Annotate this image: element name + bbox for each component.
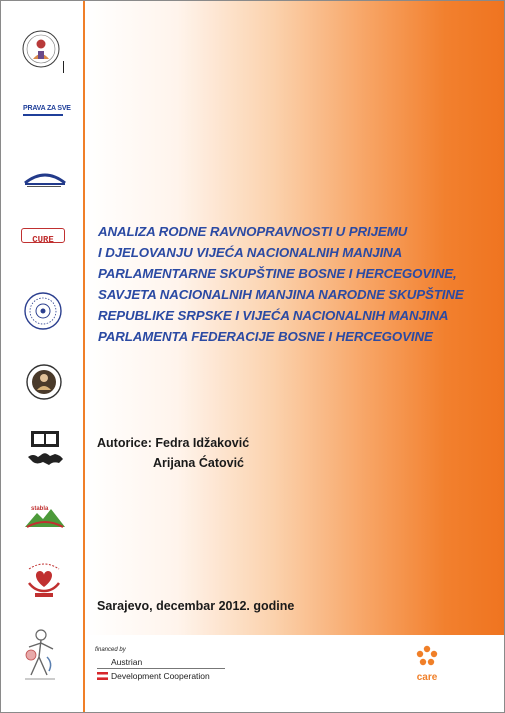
cure-logo-text: CURE bbox=[32, 235, 54, 245]
title-line-4: SAVJETA NACIONALNIH MANJINA NARODNE SKUPŠTINE bbox=[98, 287, 464, 302]
authors-row-1 bbox=[97, 433, 249, 453]
prava-za-sve-logo-text: PRAVA ZA SVE bbox=[23, 105, 71, 112]
care-flower-icon bbox=[415, 645, 439, 667]
prava-za-sve-logo bbox=[23, 105, 71, 116]
care-logo bbox=[413, 645, 441, 683]
seal-logo-3-icon bbox=[25, 363, 63, 401]
austrian-flag-icon bbox=[97, 672, 108, 680]
partner-logos-sidebar bbox=[1, 1, 83, 712]
authors-label: Autorice: bbox=[97, 436, 152, 450]
title-line-2: I DJELOVANJU VIJEĆA NACIONALNIH MANJINA bbox=[98, 245, 403, 260]
title-line-6: PARLAMENTA FEDERACIJE BOSNE I HERCEGOVINE bbox=[98, 329, 433, 344]
ada-line-2: Development Cooperation bbox=[111, 671, 210, 681]
seal-logo-1-icon bbox=[21, 29, 61, 69]
mountain-logo-icon bbox=[23, 503, 67, 531]
bridge-logo-icon bbox=[23, 165, 67, 189]
author-2: Arijana Ćatović bbox=[153, 456, 245, 470]
document-title bbox=[98, 221, 498, 347]
prava-za-sve-logo-underline bbox=[23, 114, 63, 116]
care-text: care bbox=[416, 672, 438, 683]
financed-by-label: financed by bbox=[95, 647, 126, 653]
ada-rule bbox=[97, 668, 225, 669]
authors-row-2 bbox=[97, 453, 249, 473]
place-date: Sarajevo, decembar 2012. godine bbox=[97, 599, 295, 613]
ada-logo bbox=[97, 657, 225, 681]
title-line-5: REPUBLIKE SRPSKE I VIJEĆA NACIONALNIH MANJINA bbox=[98, 308, 449, 323]
book-globe-logo-icon bbox=[25, 429, 65, 471]
ada-row-2 bbox=[97, 671, 225, 681]
figure-logo-icon bbox=[17, 627, 63, 685]
logo-mark bbox=[63, 61, 64, 73]
author-1: Fedra Idžaković bbox=[155, 436, 250, 450]
cure-logo bbox=[21, 228, 65, 243]
title-line-1: ANALIZA RODNE RAVNOPRAVNOSTI U PRIJEMU bbox=[98, 224, 408, 239]
heart-hands-logo-icon bbox=[23, 561, 65, 599]
seal-logo-2-icon bbox=[23, 291, 63, 331]
authors-block bbox=[97, 433, 249, 473]
title-line-3: PARLAMENTARNE SKUPŠTINE BOSNE I HERCEGOVINE, bbox=[98, 266, 457, 281]
svg-text:stabla: stabla bbox=[31, 506, 49, 512]
ada-line-1: Austrian bbox=[111, 657, 143, 667]
